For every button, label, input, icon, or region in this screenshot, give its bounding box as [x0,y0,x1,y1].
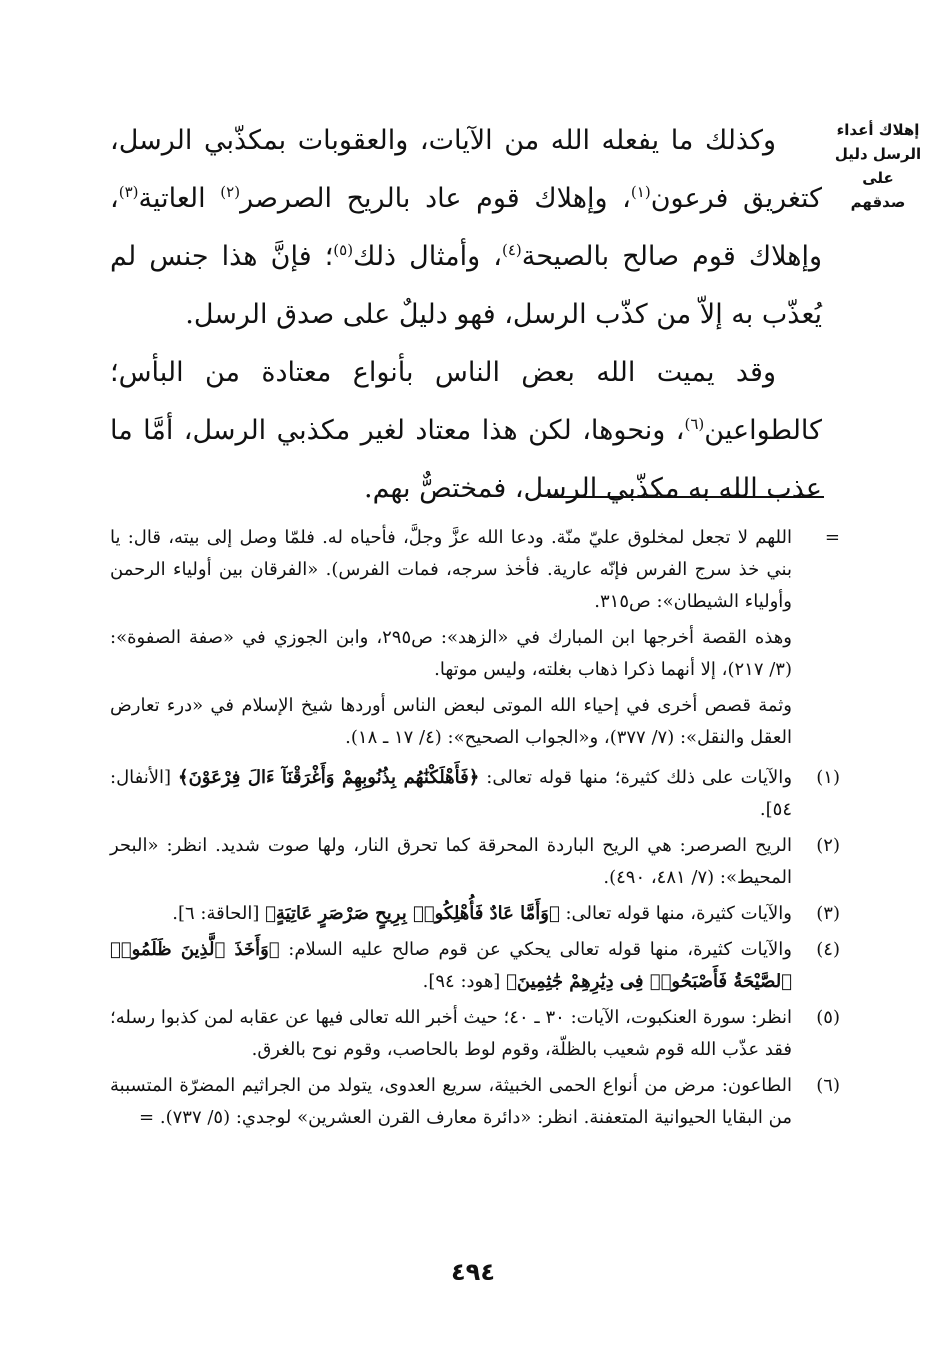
quran-verse: ﴿وَأَخَذَ ٱلَّذِينَ ظَلَمُوا۟ ٱلصَّيْحَةُ فَأَصْبَحُوا۟ فِى دِيَٰرِهِمْ جَٰثِمِينَ﴾ [110,939,792,992]
footnote-citation: [الحاقة: ٦]. [172,903,266,924]
footnote-number: (٥) [816,1007,840,1028]
footnote-divider [548,496,824,498]
footnote-citation: [الأنفال: ٥٤]. [110,767,792,820]
paragraph-1 [110,112,822,344]
footnote-continuation [110,522,840,758]
footnote-text: الريح الصرصر: هي الريح الباردة المحرقة كما تحرق النار، ولها صوت شديد. انظر: «البحر المحيط»: (٧/ ٤٨١، ٤٩٠). [110,835,792,888]
paragraph-1-segment-1: وكذلك ما يفعله الله من الآيات، والعقوبات بمكذّبي الرسل، كتغريق فرعون [110,125,823,214]
paragraph-1-segment-2: ، وإهلاك قوم عاد بالريح الصرصر [240,183,631,214]
footnote-item [110,1070,840,1134]
quran-verse: ﴿وَأَمَّا عَادٌ فَأُهْلِكُوا۟ بِرِيحٍ صَرْصَرٍ عَاتِيَةٍ﴾ [265,903,560,924]
footnote-ref-1: (١) [630,183,651,201]
paragraph-1-segment-3: العاتية [138,183,221,214]
continuation-marker: = [824,527,840,548]
quran-verse: ﴿فَأَهْلَكْنَٰهُم بِذُنُوبِهِمْ وَأَغْرَقْنَآ ءَالَ فِرْعَوْنَ﴾ [178,767,480,788]
footnote-ref-4: (٤) [501,241,522,259]
footnote-item [110,1002,840,1066]
footnote-number: (٣) [816,903,840,924]
paragraph-2-segment-2: ، ونحوها، لكن هذا معتاد لغير مكذبي الرسل، أمَّا ما عذب الله به مكذّبي الرسل، فمختصٌّ بهم. [110,415,822,504]
margin-heading-line-3: صدقهم [850,193,906,211]
footnote-ref-5: (٥) [333,241,354,259]
footnote-number: (٢) [816,835,840,856]
continuation-paragraph-3: وثمة قصص أخرى في إحياء الله الموتى لبعض الناس أوردها شيخ الإسلام في «درء تعارض العقل والنقل»: (٧/ ٣٧٧)، و«الجواب الصحيح»: (٤/ ١٧ ـ ١٨). [110,695,792,748]
continuation-paragraph-1: اللهم لا تجعل لمخلوق عليّ منّة. ودعا الله عزَّ وجلَّ، فأحياه له. فلمّا وصل إلى بيته، قال: يا بني خذ سرج الفرس فإنّه عارية. فأخذ سرجه، فمات الفرس). «الفرقان بين أولياء الرحمن وأولياء الشيطان»: ص٣١٥. [110,527,792,612]
footnote-text: والآيات على ذلك كثيرة؛ منها قوله تعالى: [479,767,793,788]
margin-heading-line-2: الرسل دليل على [834,145,922,187]
continuation-paragraph-2: وهذه القصة أخرجها ابن المبارك في «الزهد»: ص٢٩٥، وابن الجوزي في «صفة الصفوة»: (٣/ ٢١٧)، إلا أنهما ذكرا ذهاب بغلته، وليس موتها. [110,627,792,680]
footnote-ref-6: (٦) [684,415,705,433]
margin-heading-line-1: إهلاك أعداء [836,121,920,139]
paragraph-1-segment-6: ؛ فإنَّ هذا جنس لم يُعذّب به إلاّ من كذّب الرسل، فهو دليلٌ على صدق الرسل. [110,241,822,330]
footnote-ref-3: (٣) [118,183,139,201]
footnote-item [110,830,840,894]
paragraph-2 [110,344,822,518]
footnotes-section [110,522,840,1138]
footnote-item [110,934,840,998]
footnote-number: (١) [816,767,840,788]
footnote-number: (٦) [816,1075,840,1096]
footnote-text: والآيات كثيرة، منها قوله تعالى: [559,903,792,924]
main-body-text [110,112,822,518]
paragraph-2-segment-1: وقد يميت الله بعض الناس بأنواع معتادة من البأس؛ كالطواعين [110,357,822,446]
footnote-number: (٤) [816,939,840,960]
footnote-item [110,762,840,826]
paragraph-1-segment-5: ، وأمثال ذلك [353,241,502,272]
footnote-ref-2: (٢) [220,183,241,201]
paragraph-1-segment-4: ، وإهلاك قوم صالح بالصيحة [110,183,822,272]
page-number: ٤٩٤ [451,1258,495,1286]
footnote-citation: [هود: ٩٤]. [422,971,507,992]
margin-heading [828,118,928,214]
footnote-text: والآيات كثيرة، منها قوله تعالى يحكي عن قوم صالح عليه السلام: [279,939,792,960]
footnote-text: الطاعون: مرض من أنواع الحمى الخبيثة، سريع العدوى، يتولد من الجراثيم المضرّة المتسببة من البقايا الحيوانية المتعفنة. انظر: «دائرة معارف القرن العشرين» لوجدي: (٥/ ٧٣٧). = [110,1075,792,1128]
footnote-text: انظر: سورة العنكبوت، الآيات: ٣٠ ـ ٤٠؛ حيث أخبر الله تعالى فيها عن عقابه لمن كذبوا رسله؛ فقد عذّب الله قوم شعيب بالظلّة، وقوم لوط بالحاصب، وقوم نوح بالغرق. [110,1007,793,1060]
footnote-item [110,898,840,930]
